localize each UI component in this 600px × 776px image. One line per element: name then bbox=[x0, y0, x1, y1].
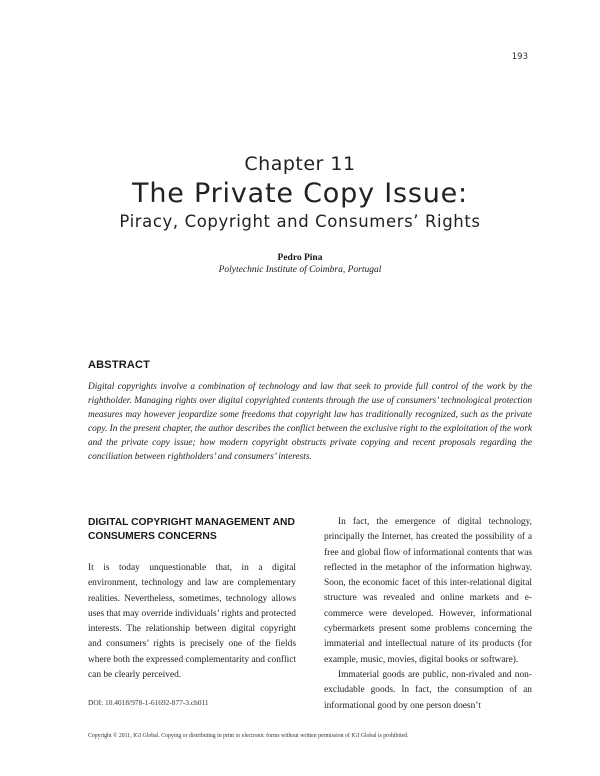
section-heading: DIGITAL COPYRIGHT MANAGEMENT AND CONSUMERS CONCERNS bbox=[88, 517, 295, 542]
copyright-notice: Copyright © 2011, IGI Global. Copying or distributing in print or electronic forms without written permission of IGI Global is prohibited. bbox=[88, 733, 409, 739]
right-column bbox=[324, 515, 532, 714]
chapter-title: The Private Copy Issue: bbox=[132, 178, 468, 209]
abstract-heading: ABSTRACT bbox=[88, 359, 151, 371]
page-number: 193 bbox=[511, 52, 528, 62]
right-paragraph-2: Immaterial goods are public, non-rivaled and non-excludable goods. In fact, the consumption of an informational good by one person doesn’t bbox=[324, 669, 532, 711]
right-paragraph-1: In fact, the emergence of digital technology, principally the Internet, has created the possibility of a free and global flow of informational contents that was reflected in the metaphor of the information highway. Soon, the economic facet of this inter-relational digital structure was revealed and online markets and e-commerce were developed. However, informational cybermarkets present some problems concerning the immaterial and intellectual nature of its products (for example, music, movies, digital books or software). bbox=[324, 517, 532, 665]
author-affiliation: Polytechnic Institute of Coimbra, Portugal bbox=[218, 265, 382, 275]
chapter-label: Chapter 11 bbox=[244, 153, 356, 175]
left-column bbox=[88, 561, 296, 683]
chapter-subtitle: Piracy, Copyright and Consumers’ Rights bbox=[119, 212, 481, 231]
abstract-body: Digital copyrights involve a combination of technology and law that seek to provide full control of the work by the rightholder. Managing rights over digital copyrighted contents through the use of consumers’ technological protection measures may however jeopardize some freedoms that copyright law has traditionally recognized, such as the private copy. In the present chapter, the author describes the conflict between the exclusive right to the exploitation of the work and the private copy issue; how modern copyright obstructs private copying and recent proposals regarding the conciliation between rightholders’ and consumers’ interests. bbox=[88, 382, 532, 463]
author-name: Pedro Pina bbox=[277, 253, 323, 263]
doi: DOI: 10.4018/978-1-61692-877-3.ch011 bbox=[88, 698, 209, 707]
left-paragraph: It is today unquestionable that, in a digital environment, technology and law are complementary realities. Nevertheless, sometimes, technology allows uses that may override individuals’ rights and protected interests. The relationship between digital copyright and consumers’ rights is precisely one of the fields where both the expressed complementarity and conflict can be clearly perceived. bbox=[88, 563, 296, 681]
